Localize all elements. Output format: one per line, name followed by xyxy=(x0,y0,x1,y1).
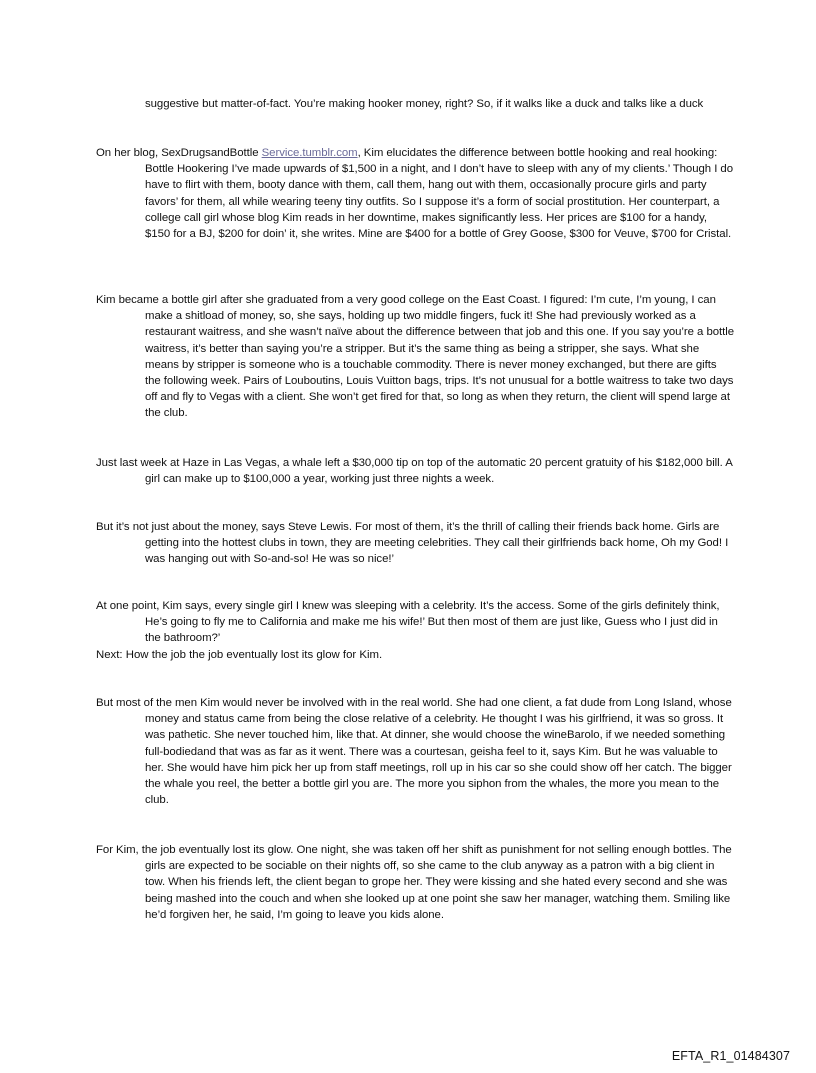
document-id-footer: EFTA_R1_01484307 xyxy=(671,1049,790,1063)
paragraph-blog-intro: On her blog, SexDrugsandBottle xyxy=(96,147,262,159)
paragraph-blog-body: , Kim elucidates the difference between bottle hooking and real hooking: Bottle Hookering I’ve made upwards of $1,500 in a night, and I don’t have to sleep with any of my clients.’ Though I do have to flirt with them, booty dance with them, call them, hang out with them, occasionally procure girls and party favors’ for them, all while wearing teeny tiny outfits. So I suppose it’s a form of social prostitution. Her counterpart, a college call girl whose blog Kim reads in her downtime, makes significantly less. Her prices are $100 for a handy, $150 for a BJ, $200 for doin’ it, she writes. Mine are $400 for a bottle of Grey Goose, $300 for Veuve, $700 for Cristal. xyxy=(145,147,733,241)
paragraph-client: But most of the men Kim would never be involved with in the real world. She had one client, a fat dude from Long Island, whose money and status came from being the close relative of a celebrity. He thought I was his girlfriend, it was so gross. It was pathetic. She never touched him, like that. At dinner, she would choose the wineBarolo, if we needed something full-bodiedand that was as far as it went. There was a courtesan, geisha feel to it, says Kim. But he was valuable to her. She would have him pick her up from staff meetings, roll up in his car so she could show off her catch. The bigger the whale you reel, the better a bottle girl you are. The more you siphon from the whales, the more you mean to the club. xyxy=(96,697,732,807)
paragraph-celebrity: At one point, Kim says, every single girl I knew was sleeping with a celebrity. It’s the access. Some of the girls definitely think, He’s going to fly me to California and make me his wife!’ But then most of them are just like, Guess who I just did in the bathroom?’ xyxy=(96,600,720,645)
paragraph-bottle-girl: Kim became a bottle girl after she graduated from a very good college on the East Coast. I figured: I’m cute, I’m young, I can make a shitload of money, so, she says, holding up two middle fingers, fuck it! She had previously worked as a restaurant waitress, and she wasn’t naïve about the difference between that job and this one. If you say you’re a bottle waitress, it’s better than saying you’re a stripper. But it’s the same thing as being a stripper, she says. What she means by stripper is someone who is a touchable commodity. There is never money exchanged, but there are gifts the following week. Pairs of Louboutins, Louis Vuitton bags, trips. It’s not unusual for a bottle waitress to take two days off and fly to Vegas with a client. She won’t get fired for that, so long as when they return, the client will spend large at the club. xyxy=(96,294,735,420)
paragraph-money: But it’s not just about the money, says Steve Lewis. For most of them, it’s the thrill of calling their friends back home. Girls are getting into the hottest clubs in town, they are meeting celebrities. They call their girlfriends back home, Oh my God! I was hanging out with So-and-so! He was so nice!’ xyxy=(96,521,729,566)
paragraph-next: Next: How the job the job eventually lost its glow for Kim. xyxy=(96,649,383,661)
paragraph-continued: suggestive but matter-of-fact. You’re making hooker money, right? So, if it walks like a duck and talks like a duck xyxy=(145,98,704,110)
blog-link[interactable]: Service.tumblr.com xyxy=(261,147,358,159)
paragraph-blog xyxy=(96,145,735,242)
paragraph-lost-glow: For Kim, the job eventually lost its glow. One night, she was taken off her shift as punishment for not selling enough bottles. The girls are expected to be sociable on their nights off, so she came to the club anyway as a patron with a big client in tow. When his friends left, the client began to grope her. They were kissing and she hated every second and she was being mashed into the couch and when she looked up at one point she saw her manager, watching them. Smiling like he’d forgiven her, he said, I’m going to leave you kids alone. xyxy=(96,844,732,921)
paragraph-las-vegas: Just last week at Haze in Las Vegas, a whale left a $30,000 tip on top of the automatic 20 percent gratuity of his $182,000 bill. A girl can make up to $100,000 a year, working just three nights a week. xyxy=(96,457,733,486)
